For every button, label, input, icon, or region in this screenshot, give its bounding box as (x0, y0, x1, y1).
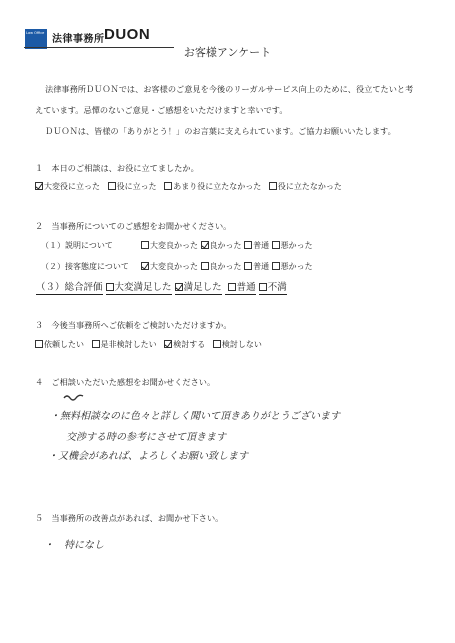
q5-handwritten-answer: ・ 特になし (44, 540, 104, 551)
q4-handwritten-line-3: ・又機会があれば、よろしくお願い致します (48, 451, 248, 462)
q2-r2-option-4[interactable]: 悪かった (272, 262, 313, 271)
question-4-label: ４ ご相談いただいた感想をお聞かせください。 (35, 377, 216, 387)
q2-row-3 (36, 279, 287, 293)
q2-row-1-options (141, 240, 313, 251)
q2-r1-option-2[interactable]: 良かった (201, 241, 242, 250)
intro-line-2: えています。忌憚のないご意見・ご感想をいただけますと幸いです。 (35, 105, 288, 115)
q2-row-3-label: （３）総合評価 (36, 282, 103, 293)
logo-firm-name: 法律事務所 (52, 34, 105, 45)
checkbox[interactable] (164, 182, 172, 190)
q3-option-2[interactable]: 是非検討したい (92, 340, 157, 349)
question-2-label: ２ 当事務所についてのご感想をお聞かせください。 (35, 221, 232, 231)
checkbox-checked[interactable] (141, 262, 149, 270)
question-1-options (35, 181, 342, 192)
q4-handwritten-line-2: 交渉する時の参考にさせて頂きます (56, 432, 226, 443)
checkbox-checked[interactable] (201, 241, 209, 249)
intro-line-3: ＤＵＯＮは、皆様の「ありがとう！」のお言葉に支えられています。ご協力お願いいたします。 (45, 126, 396, 136)
checkbox[interactable] (259, 283, 267, 291)
checkbox-checked[interactable] (35, 182, 43, 190)
q4-handwritten-line-1: ・無料相談なのに色々と詳しく聞いて頂きありがとうございます (50, 411, 340, 422)
checkbox[interactable] (244, 262, 252, 270)
checkbox[interactable] (272, 241, 280, 249)
q2-row-2-options (141, 261, 313, 272)
checkbox[interactable] (35, 340, 43, 348)
q3-option-3[interactable]: 検討する (164, 340, 205, 349)
checkbox[interactable] (201, 262, 209, 270)
page-title: お客様アンケート (183, 46, 272, 59)
checkbox[interactable] (108, 182, 116, 190)
checkbox[interactable] (141, 241, 149, 249)
q2-r2-option-3[interactable]: 普通 (244, 262, 269, 271)
checkbox[interactable] (269, 182, 277, 190)
checkbox[interactable] (106, 283, 114, 291)
q3-option-1[interactable]: 依頼したい (35, 340, 84, 349)
intro-line-1: 法律事務所ＤＵＯＮでは、お客様のご意見を今後のリーガルサービス向上のために、役立てたいと考 (45, 84, 414, 94)
q1-option-4[interactable]: 役に立たなかった (269, 182, 342, 191)
q2-row-2-label: （２）接客態度について (41, 262, 129, 271)
q2-r1-option-3[interactable]: 普通 (244, 241, 269, 250)
q2-r3-option-2[interactable]: 満足した (175, 282, 222, 295)
q2-row-1-label: （１）説明について (41, 241, 113, 250)
checkbox[interactable] (228, 283, 236, 291)
checkbox-checked[interactable] (175, 283, 183, 291)
question-5-label: ５ 当事務所の改善点があれば、お聞かせ下さい。 (35, 513, 224, 523)
checkbox-checked[interactable] (164, 340, 172, 348)
checkbox[interactable] (213, 340, 221, 348)
q2-r1-option-1[interactable]: 大変良かった (141, 241, 198, 250)
q2-r3-option-1[interactable]: 大変満足した (106, 282, 172, 295)
question-3-label: ３ 今後当事務所へご依頼をご検討いただけますか。 (35, 320, 232, 330)
q1-option-3[interactable]: あまり役に立たなかった (164, 182, 261, 191)
q2-r2-option-2[interactable]: 良かった (201, 262, 242, 271)
q2-r2-option-1[interactable]: 大変良かった (141, 262, 198, 271)
question-3-options (35, 339, 262, 350)
q2-r3-option-4[interactable]: 不満 (259, 282, 287, 295)
checkbox[interactable] (244, 241, 252, 249)
q1-option-1[interactable]: 大変役に立った (35, 182, 100, 191)
q1-option-2[interactable]: 役に立った (108, 182, 157, 191)
logo-brand: DUON (104, 26, 151, 43)
checkbox[interactable] (92, 340, 100, 348)
scribble-mark (63, 393, 85, 401)
q2-r1-option-4[interactable]: 悪かった (272, 241, 313, 250)
checkbox[interactable] (272, 262, 280, 270)
q3-option-4[interactable]: 検討しない (213, 340, 262, 349)
logo-badge-text: Law Office (26, 31, 45, 35)
question-1-label: １ 本日のご相談は、お役に立てましたか。 (35, 163, 199, 173)
q2-r3-option-3[interactable]: 普通 (225, 282, 256, 295)
